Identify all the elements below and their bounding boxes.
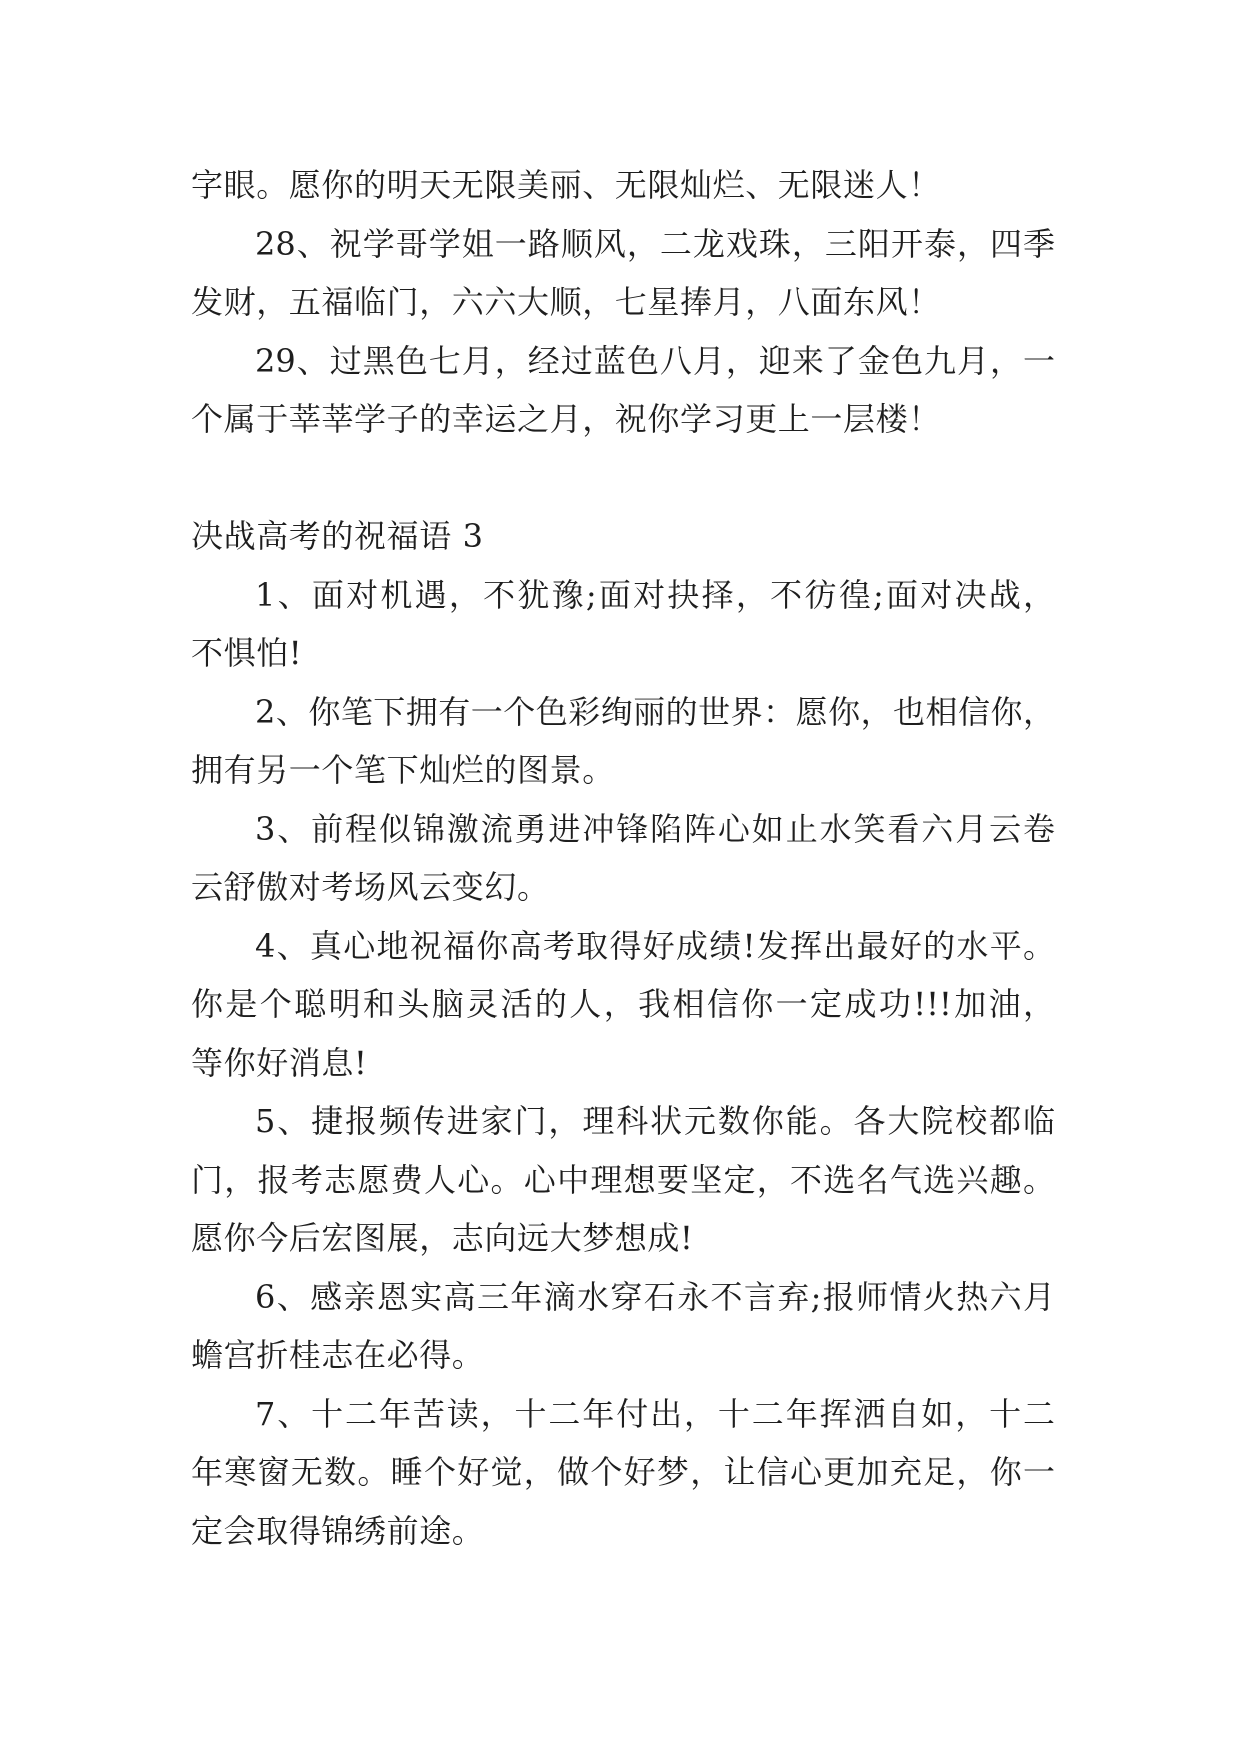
text-line: 定会取得锦绣前途。 — [191, 1511, 485, 1550]
text-line: 3、前程似锦激流勇进冲锋陷阵心如止水笑看六月云卷 — [255, 809, 1055, 848]
continued-text: 字眼。愿你的明天无限美丽、无限灿烂、无限迷人！ — [191, 166, 941, 204]
text-line: 6、感亲恩实高三年滴水穿石永不言弃;报师情火热六月 — [255, 1277, 1055, 1316]
text-line: 1、面对机遇，不犹豫;面对抉择，不彷徨;面对决战， — [255, 575, 1055, 614]
continued-paragraph — [191, 156, 1055, 215]
text-line: 29、过黑色七月，经过蓝色八月，迎来了金色九月，一 — [255, 341, 1055, 380]
text-line: 4、真心地祝福你高考取得好成绩!发挥出最好的水平。 — [255, 926, 1055, 965]
text-line: 云舒傲对考场风云变幻。 — [191, 868, 550, 906]
text-line: 28、祝学哥学姐一路顺风，二龙戏珠，三阳开泰，四季 — [255, 224, 1055, 263]
wish-item-5 — [191, 1092, 1055, 1268]
text-line: 门，报考志愿费人心。心中理想要坚定，不选名气选兴趣。 — [191, 1160, 1055, 1199]
wish-item-28 — [191, 215, 1055, 332]
blank-line — [191, 449, 1055, 508]
wish-item-29 — [191, 332, 1055, 449]
text-line: 5、捷报频传进家门，理科状元数你能。各大院校都临 — [255, 1102, 1055, 1140]
text-line: 愿你今后宏图展，志向远大梦想成! — [191, 1219, 694, 1257]
text-line: 2、你笔下拥有一个色彩绚丽的世界：愿你，也相信你， — [255, 692, 1055, 731]
text-line: 等你好消息! — [191, 1043, 368, 1082]
text-line: 个属于莘莘学子的幸运之月，祝你学习更上一层楼！ — [191, 400, 941, 438]
wish-item-4 — [191, 917, 1055, 1093]
text-line: 7、十二年苦读，十二年付出，十二年挥洒自如，十二 — [255, 1394, 1055, 1433]
wish-item-1 — [191, 566, 1055, 683]
text-line: 你是个聪明和头脑灵活的人，我相信你一定成功!!!加油， — [191, 985, 1055, 1023]
wish-item-3 — [191, 800, 1055, 917]
text-line: 不惧怕! — [191, 634, 303, 672]
wish-item-6 — [191, 1268, 1055, 1385]
text-line: 发财，五福临门，六六大顺，七星捧月，八面东风！ — [191, 283, 941, 321]
document-body — [191, 156, 1055, 1560]
text-line: 年寒窗无数。睡个好觉，做个好梦，让信心更加充足，你一 — [191, 1453, 1055, 1491]
text-line: 蟾宫折桂志在必得。 — [191, 1336, 485, 1374]
wish-item-7 — [191, 1385, 1055, 1561]
text-line: 拥有另一个笔下灿烂的图景。 — [191, 751, 615, 789]
section-heading: 决战高考的祝福语 3 — [191, 517, 484, 555]
wish-item-2 — [191, 683, 1055, 800]
